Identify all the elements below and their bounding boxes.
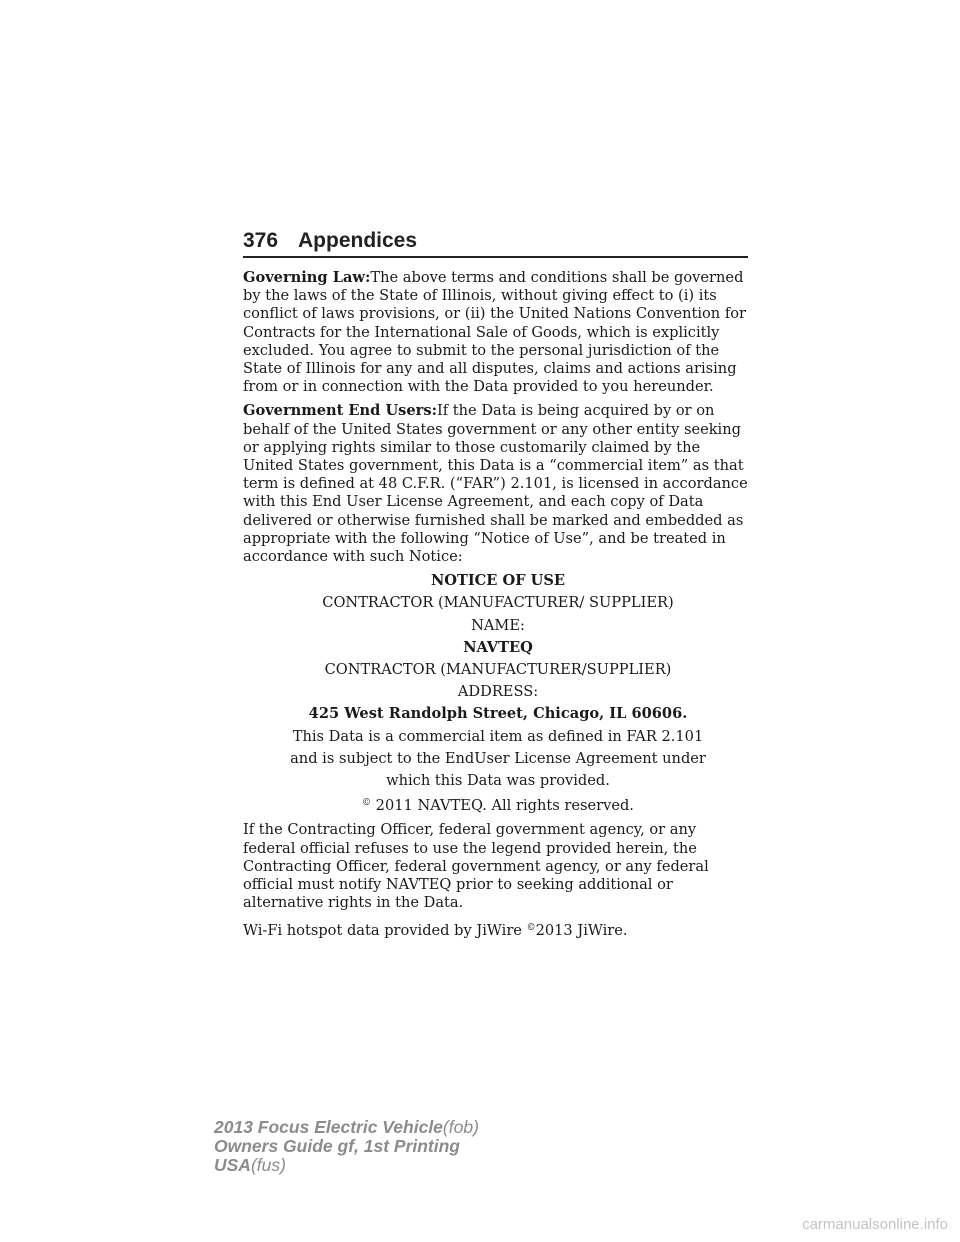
government-end-users-heading: Government End Users:	[243, 402, 437, 420]
governing-law-text: The above terms and conditions shall be governed by the laws of the State of Illinois, without giving effect to (i) its conflict of laws provisions, or (ii) the United Nations Convention for Contracts for the International Sale of Goods, which is explicitly excluded. You agree to submit to the personal jurisdiction of the State of Illinois for any and all disputes, claims and actions arising from or in connection with the Data provided to you hereunder.	[243, 269, 746, 396]
section-title: Appendices	[298, 229, 418, 252]
government-end-users-paragraph	[243, 402, 753, 566]
footer-line-3	[214, 1156, 479, 1175]
footer-vehicle-code: (fob)	[442, 1117, 479, 1137]
contractor-address-label-2: ADDRESS:	[457, 683, 539, 701]
contractor-address: 425 West Randolph Street, Chicago, IL 60606.	[308, 705, 688, 723]
notice-statement-1: This Data is a commercial item as defined in FAR 2.101	[292, 727, 704, 745]
contractor-name-label-2: NAME:	[471, 616, 525, 634]
page-content	[243, 269, 753, 946]
contractor-name-label-1: CONTRACTOR (MANUFACTURER/ SUPPLIER)	[322, 594, 674, 612]
notice-statement-3: which this Data was provided.	[386, 772, 610, 790]
page-number: 376	[243, 229, 279, 252]
wifi-copyright-text: 2013 JiWire.	[535, 921, 628, 939]
notice-title: NOTICE OF USE	[430, 572, 566, 590]
contractor-name: NAVTEQ	[463, 638, 533, 656]
footer-market: USA	[214, 1155, 251, 1175]
wifi-paragraph	[243, 919, 753, 940]
footer-market-code: (fus)	[250, 1155, 286, 1175]
wifi-text: Wi-Fi hotspot data provided by JiWire	[243, 921, 527, 939]
notice-copyright-text: 2011 NAVTEQ. All rights reserved.	[371, 797, 634, 815]
governing-law-paragraph	[243, 269, 753, 396]
footer-line-2: Owners Guide gf, 1st Printing	[214, 1136, 460, 1156]
wifi-copyright-symbol: ©	[526, 922, 536, 933]
footer-vehicle: 2013 Focus Electric Vehicle	[214, 1117, 443, 1137]
footer-line-1	[214, 1118, 479, 1137]
site-watermark: carmanualsonline.info	[802, 1216, 948, 1233]
copyright-symbol: ©	[362, 798, 372, 809]
notice-of-use-block	[243, 572, 753, 815]
print-footer	[214, 1118, 479, 1175]
page-header	[243, 228, 748, 258]
notice-statement-2: and is subject to the EndUser License Agreement under	[290, 749, 706, 767]
refusal-paragraph: If the Contracting Officer, federal government agency, or any federal official refuses to use the legend provided herein, the Contracting Officer, federal government agency, or any federal official must notify NAVTEQ prior to seeking additional or alternative rights in the Data.	[243, 821, 709, 912]
governing-law-heading: Governing Law:	[243, 269, 371, 286]
notice-copyright	[243, 794, 753, 815]
contractor-address-label-1: CONTRACTOR (MANUFACTURER/SUPPLIER)	[324, 661, 672, 679]
government-end-users-text: If the Data is being acquired by or on behalf of the United States government or any other entity seeking or applying rights similar to those customarily claimed by the United States government, this Data is a “commercial item” as that term is defined at 48 C.F.R. (“FAR”) 2.101, is licensed in accordance with this End User License Agreement, and each copy of Data delivered or otherwise furnished shall be marked and embedded as appropriate with the following “Notice of Use”, and be treated in accordance with such Notice:	[243, 402, 748, 566]
